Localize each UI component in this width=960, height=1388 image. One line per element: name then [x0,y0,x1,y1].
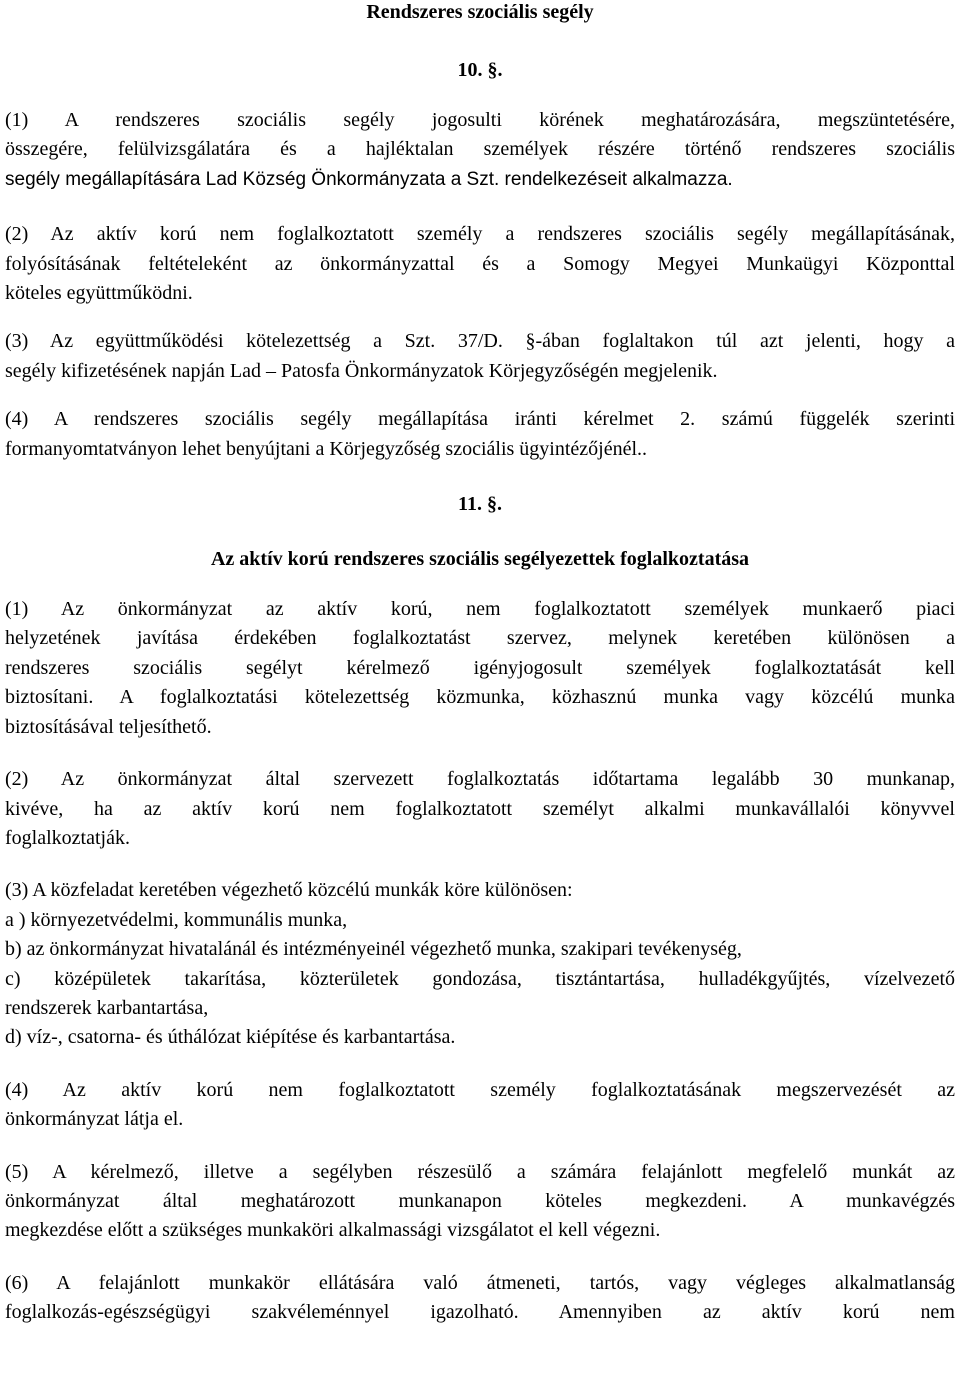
section-11-paragraph-6 [5,1269,955,1328]
section-10-paragraph-1 [5,106,955,194]
text-line: folyósításának feltételeként az önkormányzattal és a Somogy Megyei Munkaügyi Központtal [5,252,955,275]
text-line: biztosítani. A foglalkoztatási kötelezettség közmunka, közhasznú munka vagy közcélú munka [5,686,955,709]
document-page [5,0,955,1328]
list-item-c: c) középületek takarítása, közterületek gondozása, tisztántartása, hulladékgyűjtés, vízelvezető [5,967,955,990]
list-item-b: b) az önkormányzat hivatalánál és intézményeinél végezhető munka, szakipari tevékenység, [5,938,742,961]
section-11-paragraph-4 [5,1076,955,1135]
text-line: önkormányzat látja el. [5,1108,184,1131]
text-line: helyzetének javítása érdekében foglalkoztatást szervez, melynek keretében különösen a [5,627,955,650]
text-line: foglalkoztatják. [5,826,130,849]
text-line: (4) Az aktív korú nem foglalkoztatott személy foglalkoztatásának megszervezését az [5,1078,955,1101]
text-line: összegére, felülvizsgálatára és a hajléktalan személyek részére történő rendszeres szociális [5,138,955,161]
text-line: (3) Az együttműködési kötelezettség a Szt. 37/D. §-ában foglaltakon túl azt jelenti, hogy a [5,330,955,353]
list-intro: (3) A közfeladat keretében végezhető közcélú munkák köre különösen: [5,879,573,902]
text-line: foglalkozás-egészségügyi szakvéleménnyel igazolható. Amennyiben az aktív korú nem [5,1301,955,1324]
text-line: rendszeres szociális segélyt kérelmező igényjogosult személyek foglalkoztatását kell [5,656,955,679]
document-title: Rendszeres szociális segély [366,1,594,23]
text-line: segély kifizetésének napján Lad – Patosfa Önkormányzatok Körjegyzőségén megjelenik. [5,359,718,382]
text-line: (1) Az önkormányzat az aktív korú, nem foglalkoztatott személyek munkaerő piaci [5,598,955,621]
section-10-paragraph-4 [5,405,955,464]
section-10-paragraph-2 [5,220,955,308]
section-11-paragraph-3 [5,876,955,1052]
section-10-paragraph-3 [5,327,955,386]
section-11-paragraph-2 [5,765,955,853]
list-item-a: a ) környezetvédelmi, kommunális munka, [5,908,348,931]
list-item-d: d) víz-, csatorna- és úthálózat kiépítése és karbantartása. [5,1026,456,1049]
text-line: (6) A felajánlott munkakör ellátására való átmeneti, tartós, vagy végleges alkalmatlanság [5,1271,955,1294]
section-11-heading: Az aktív korú rendszeres szociális segélyezettek foglalkoztatása [210,548,750,571]
section-11-paragraph-1 [5,595,955,742]
text-line: (4) A rendszeres szociális segély megállapítása iránti kérelmet 2. számú függelék szerinti [5,408,955,431]
text-line: (5) A kérelmező, illetve a segélyben részesülő a számára felajánlott megfelelő munkát az [5,1160,955,1183]
text-line: (2) Az aktív korú nem foglalkoztatott személy a rendszeres szociális segély megállapításának, [5,223,955,246]
text-line: biztosításával teljesíthető. [5,715,212,738]
list-item-c-continued: rendszerek karbantartása, [5,996,209,1019]
text-line: kivéve, ha az aktív korú nem foglalkoztatott személyt alkalmi munkavállalói könyvvel [5,797,955,820]
section-11-number: 11. §. [458,493,502,516]
text-line: (2) Az önkormányzat által szervezett foglalkoztatás időtartama legalább 30 munkanap, [5,768,955,791]
section-10-number: 10. §. [457,59,503,81]
section-11-paragraph-5 [5,1158,955,1246]
text-line: formanyomtatványon lehet benyújtani a Körjegyzőség szociális ügyintézőjénél.. [5,437,648,460]
text-line: segély megállapítására Lad Község Önkormányzata a Szt. rendelkezéseit alkalmazza. [5,168,733,190]
text-line: önkormányzat által meghatározott munkanapon köteles megkezdeni. A munkavégzés [5,1189,955,1212]
text-line: (1) A rendszeres szociális segély jogosulti körének meghatározására, megszüntetésére, [5,109,955,131]
text-line: köteles együttműködni. [5,282,193,305]
text-line: megkezdése előtt a szükséges munkaköri alkalmassági vizsgálatot el kell végezni. [5,1219,661,1242]
